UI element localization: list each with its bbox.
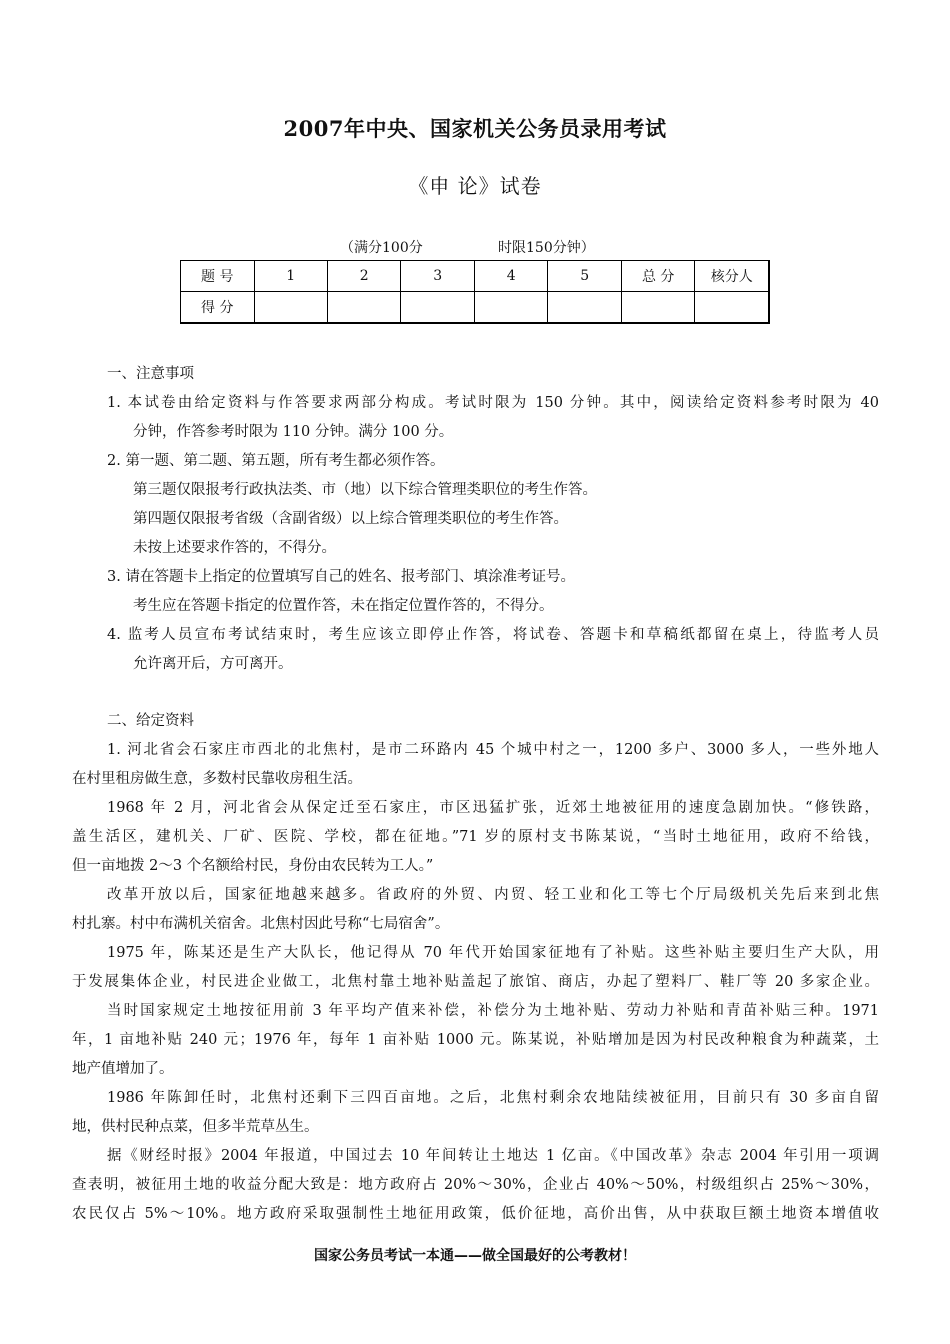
notes-line: 分钟，作答参考时限为 110 分钟。满分 100 分。	[133, 424, 454, 440]
materials-line: 1. 河北省会石家庄市西北的北焦村，是市二环路内 45 个城中村之一，1200 多户、3000 多人，一些外地人	[107, 742, 879, 758]
materials-line: 当时国家规定土地按征用前 3 年平均产值来补偿，补偿分为土地补贴、劳动力补贴和青苗补贴三种。1971	[107, 1003, 879, 1019]
materials-line: 1975 年，陈某还是生产大队长，他记得从 70 年代开始国家征地有了补贴。这些补贴主要归生产大队，用	[107, 945, 879, 961]
notes-line: 4. 监考人员宣布考试结束时，考生应该立即停止作答，将试卷、答题卡和草稿纸都留在桌上，待监考人员	[107, 627, 879, 643]
materials-line: 改革开放以后，国家征地越来越多。省政府的外贸、内贸、轻工业和化工等七个厅局级机关先后来到北焦	[107, 887, 879, 903]
score-table-header-row	[181, 261, 770, 292]
notes-line: 第四题仅限报考省级（含副省级）以上综合管理类职位的考生作答。	[133, 511, 568, 527]
materials-line: 查表明，被征用土地的收益分配大致是：地方政府占 20%～30%，企业占 40%～50%，村级组织占 25%～30%，	[72, 1177, 879, 1193]
materials-line: 1968 年 2 月，河北省会从保定迁至石家庄，市区迅猛扩张，近郊土地被征用的速度急剧加快。“修铁路，	[107, 800, 879, 816]
notes-line: 第三题仅限报考行政执法类、市（地）以下综合管理类职位的考生作答。	[133, 482, 597, 498]
notes-line: 3. 请在答题卡上指定的位置填写自己的姓名、报考部门、填涂准考证号。	[107, 569, 575, 585]
score-cell: 5	[548, 261, 621, 292]
materials-heading: 二、给定资料	[107, 713, 194, 729]
score-cell: 2	[328, 261, 401, 292]
score-cell: 4	[474, 261, 547, 292]
score-cell	[401, 292, 474, 324]
page-subtitle: 《申 论》试卷	[408, 174, 542, 198]
page-footer: 国家公务员考试一本通——做全国最好的公考教材！	[314, 1248, 636, 1264]
score-cell	[328, 292, 401, 324]
materials-line: 据《财经时报》2004 年报道，中国过去 10 年间转让土地达 1 亿亩。《中国改革》杂志 2004 年引用一项调	[107, 1148, 879, 1164]
score-cell	[474, 292, 547, 324]
materials-line: 农民仅占 5%～10%。地方政府采取强制性土地征用政策，低价征地，高价出售，从中获取巨额土地资本增值收	[72, 1206, 879, 1222]
materials-line: 盖生活区，建机关、厂矿、医院、学校，都在征地。”71 岁的原村支书陈某说，“当时土地征用，政府不给钱，	[72, 829, 879, 845]
score-cell	[695, 292, 769, 324]
materials-line: 年，1 亩地补贴 240 元；1976 年，每年 1 亩补贴 1000 元。陈某说，补贴增加是因为村民改种粮食为种蔬菜，土	[72, 1032, 879, 1048]
notes-line: 未按上述要求作答的，不得分。	[133, 540, 336, 556]
score-cell	[548, 292, 621, 324]
materials-line: 在村里租房做生意，多数村民靠收房租生活。	[72, 771, 362, 787]
notes-line: 2. 第一题、第二题、第五题，所有考生都必须作答。	[107, 453, 445, 469]
page-title: 2007年中央、国家机关公务员录用考试	[283, 116, 667, 141]
materials-line: 地产值增加了。	[72, 1061, 174, 1077]
score-cell: 总 分	[621, 261, 695, 292]
materials-line: 地，供村民种点菜，但多半荒草丛生。	[72, 1119, 319, 1135]
notes-line: 考生应在答题卡指定的位置作答，未在指定位置作答的，不得分。	[133, 598, 554, 614]
time-limit-note: 时限150分钟）	[498, 240, 595, 256]
materials-line: 于发展集体企业，村民进企业做工，北焦村靠土地补贴盖起了旅馆、商店，办起了塑料厂、鞋厂等 20 多家企业。	[72, 974, 879, 990]
score-cell	[621, 292, 695, 324]
notes-line: 1. 本试卷由给定资料与作答要求两部分构成。考试时限为 150 分钟。其中，阅读给定资料参考时限为 40	[107, 395, 879, 411]
score-cell: 1	[254, 261, 327, 292]
score-cell	[254, 292, 327, 324]
score-table	[180, 260, 770, 324]
materials-line: 村扎寨。村中布满机关宿舍。北焦村因此号称“七局宿舍”。	[72, 916, 450, 932]
score-cell: 题 号	[181, 261, 255, 292]
score-cell: 得 分	[181, 292, 255, 324]
score-cell: 核分人	[695, 261, 769, 292]
notes-heading: 一、注意事项	[107, 366, 194, 382]
score-cell: 3	[401, 261, 474, 292]
materials-line: 但一亩地拨 2～3 个名额给村民，身份由农民转为工人。”	[72, 858, 434, 874]
notes-line: 允许离开后，方可离开。	[133, 656, 293, 672]
materials-line: 1986 年陈卸任时，北焦村还剩下三四百亩地。之后，北焦村剩余农地陆续被征用，目前只有 30 多亩自留	[107, 1090, 879, 1106]
score-table-score-row	[181, 292, 770, 324]
full-score-note: （满分100分	[340, 240, 423, 256]
